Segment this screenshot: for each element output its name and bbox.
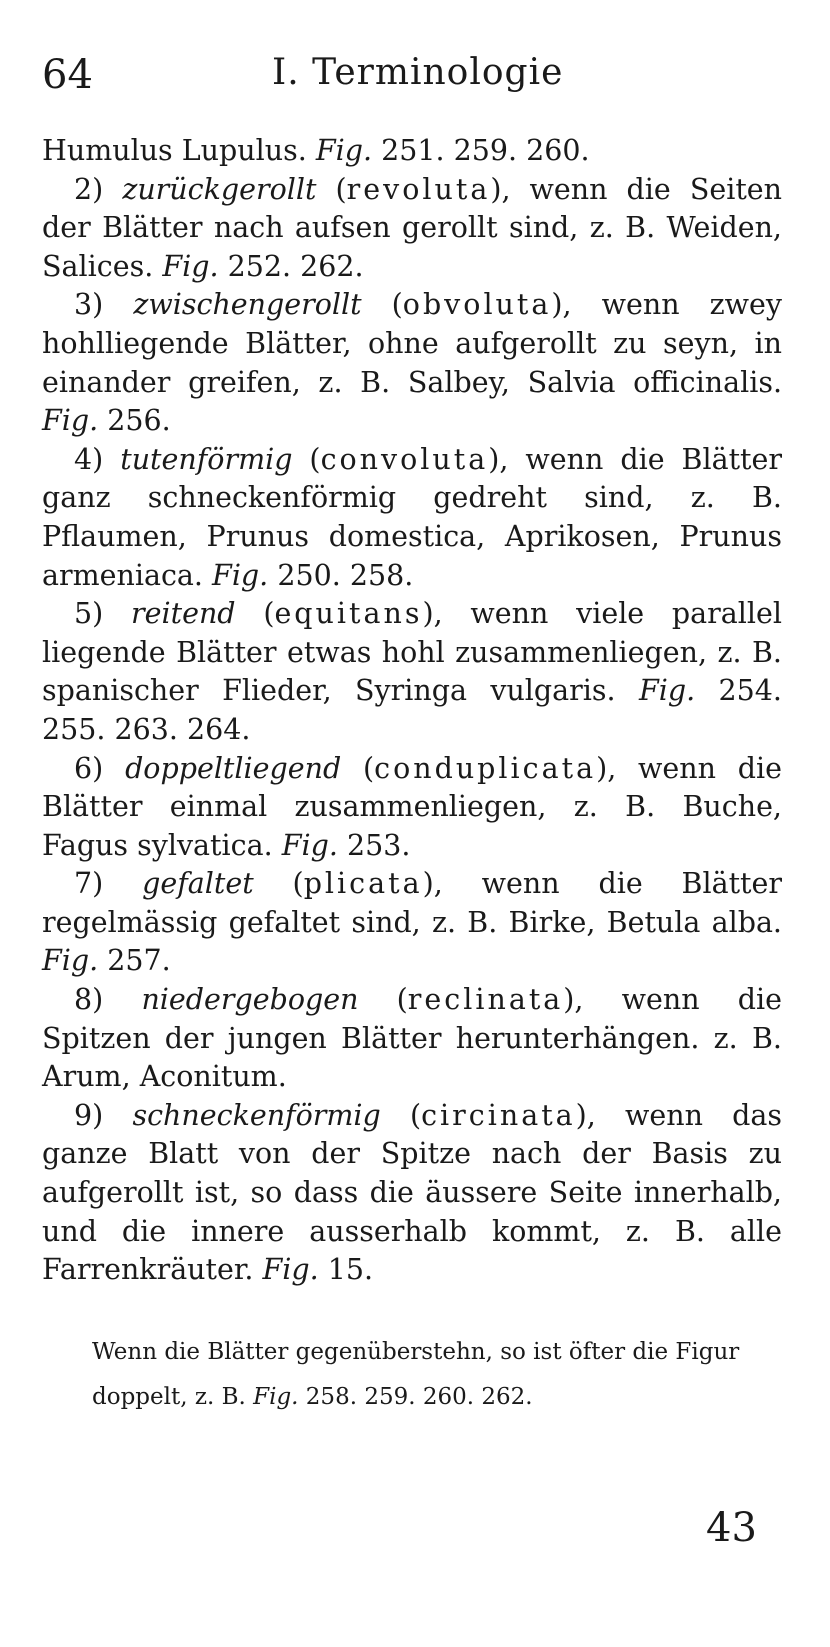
fig-refs: 257. [107, 944, 171, 978]
item-number: 4) [74, 442, 104, 476]
item-latin: convoluta [320, 442, 489, 476]
list-item: 7) gefaltet (plicata), wenn die Blätter regelmässig gefaltet sind, z. B. Birke, Betula alba. Fig. 257. [42, 867, 782, 978]
item-latin: obvoluta [402, 288, 552, 322]
fig-label: Fig. [262, 1253, 319, 1287]
fig-label: Fig. [638, 674, 696, 708]
item-latin: plicata [303, 867, 423, 901]
item-term: reitend [131, 597, 236, 631]
signature-mark: 43 [706, 1505, 757, 1551]
page-number: 64 [42, 52, 93, 98]
list-item: 4) tutenförmig (convoluta), wenn die Blätter ganz schneckenförmig gedreht sind, z. B. Pflaumen, Prunus domestica, Aprikosen, Prunus armeniaca. Fig. 250. 258. [42, 442, 782, 592]
item-number: 9) [74, 1098, 104, 1132]
fig-refs: 251. 259. 260. [381, 134, 590, 167]
fig-refs: 254. 255. 263. 264. [42, 674, 782, 746]
fig-refs: 253. [346, 828, 411, 862]
fig-label: Fig. [212, 558, 269, 592]
item-latin: equitans [274, 597, 423, 631]
item-term: schneckenförmig [132, 1098, 381, 1132]
item-desc: , wenn das ganze Blatt von der Spitze nach der Basis zu aufgerollt ist, so dass die äussere Seite innerhalb, und die innere ausserhalb kommt, z. B. alle Farrenkräuter. [42, 1098, 783, 1287]
item-latin: reclinata [407, 983, 564, 1017]
item-number: 7) [74, 867, 104, 901]
item-number: 3) [74, 288, 104, 322]
page-header [42, 52, 782, 112]
item-desc: , wenn die Spitzen der jungen Blätter herunterhängen. z. B. Arum, Aconitum. [42, 983, 782, 1094]
item-latin: conduplicata [374, 751, 597, 785]
running-title: I. Terminologie [272, 52, 564, 93]
body-text [42, 132, 782, 1290]
paragraph-continuation [42, 132, 782, 171]
fig-refs: 256. [107, 404, 171, 438]
fig-label: Fig. [162, 249, 219, 283]
footnote [92, 1330, 752, 1420]
fig-label: Fig. [42, 404, 99, 438]
list-item: 5) reitend (equitans), wenn viele parallel liegende Blätter etwas hohl zusammenliegen, z. B. spanischer Flieder, Syringa vulgaris. Fig. 254. 255. 263. 264. [42, 597, 782, 746]
fig-refs: 258. 259. 260. 262. [305, 1384, 533, 1410]
fig-label: Fig. [42, 944, 99, 978]
fig-refs: 250. 258. [277, 558, 414, 592]
item-term: zwischengerollt [133, 288, 362, 322]
list-item: 9) schneckenförmig (circinata), wenn das ganze Blatt von der Spitze nach der Basis zu aufgerollt ist, so dass die äussere Seite innerhalb, und die innere ausserhalb kommt, z. B. alle Farrenkräuter. Fig. 15. [42, 1098, 783, 1287]
item-number: 5) [74, 597, 104, 631]
list-item: 8) niedergebogen (reclinata), wenn die Spitzen der jungen Blätter herunterhängen. z. B. Arum, Aconitum. [42, 983, 782, 1094]
fig-refs: 252. 262. [227, 249, 364, 283]
item-term: zurückgerollt [122, 172, 317, 206]
footnote-text: Wenn die Blätter gegenüberstehn, so ist öfter die Figur doppelt, z. B. [92, 1339, 740, 1410]
item-term: niedergebogen [141, 983, 359, 1017]
item-desc: , wenn die Seiten der Blätter nach aufsen gerollt sind, z. B. Weiden, Salices. [42, 172, 782, 283]
list-item: 6) doppeltliegend (conduplicata), wenn die Blätter einmal zusammenliegen, z. B. Buche, Fagus sylvatica. Fig. 253. [42, 751, 783, 862]
item-number: 8) [74, 983, 104, 1017]
list-item: 2) zurückgerollt (revoluta), wenn die Seiten der Blätter nach aufsen gerollt sind, z. B. Weiden, Salices. Fig. 252. 262. [42, 172, 782, 283]
item-number: 6) [74, 751, 104, 785]
item-desc: , wenn die Blätter regelmässig gefaltet sind, z. B. Birke, Betula alba. [42, 867, 782, 939]
item-latin: revoluta [346, 172, 491, 206]
item-desc: , wenn zwey hohlliegende Blätter, ohne aufgerollt zu seyn, in einander greifen, z. B. Salbey, Salvia officinalis. [42, 288, 783, 399]
list-item: 3) zwischengerollt (obvoluta), wenn zwey hohlliegende Blätter, ohne aufgerollt zu seyn, in einander greifen, z. B. Salbey, Salvia officinalis. Fig. 256. [42, 288, 783, 438]
fig-label: Fig. [281, 828, 338, 862]
fig-label: Fig. [253, 1384, 299, 1410]
item-term: gefaltet [142, 867, 254, 901]
fig-label: Fig. [315, 134, 373, 167]
paragraph-text: Humulus Lupulus. [42, 134, 307, 167]
item-term: tutenförmig [120, 442, 293, 476]
item-desc: , wenn viele parallel liegende Blätter etwas hohl zusammenliegen, z. B. spanischer Flieder, Syringa vulgaris. [42, 597, 782, 708]
fig-refs: 15. [327, 1253, 374, 1287]
item-desc: , wenn die Blätter einmal zusammenliegen, z. B. Buche, Fagus sylvatica. [42, 751, 783, 862]
item-desc: , wenn die Blätter ganz schneckenförmig gedreht sind, z. B. Pflaumen, Prunus domestica, Aprikosen, Prunus armeniaca. [42, 442, 782, 592]
item-term: doppeltliegend [125, 751, 342, 785]
item-latin: circinata [421, 1098, 576, 1132]
item-number: 2) [74, 172, 104, 206]
